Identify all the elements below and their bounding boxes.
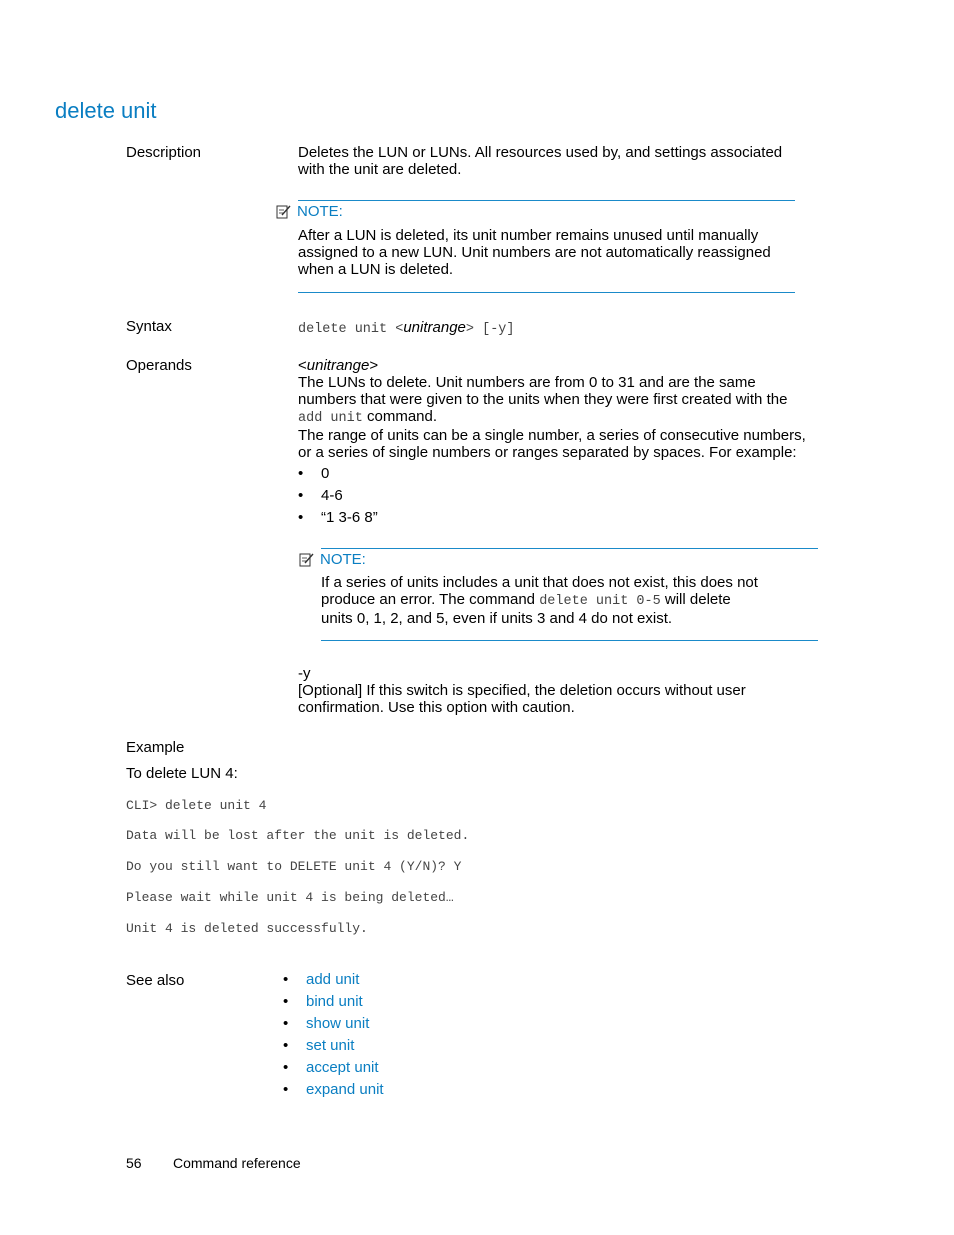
page-number: 56 — [126, 1155, 142, 1171]
list-item: • 0 — [298, 463, 818, 485]
param-close: > — [369, 357, 379, 374]
see-also-list — [283, 969, 384, 1101]
note2-heading — [299, 551, 366, 568]
description-label: Description — [126, 144, 202, 161]
operands-label: Operands — [126, 357, 192, 374]
add-unit-code: add unit — [298, 411, 363, 426]
see-also-item — [283, 1057, 384, 1079]
note2-line-2b: will delete — [660, 591, 731, 608]
link-set-unit[interactable]: set unit — [306, 1037, 355, 1054]
operand-unitrange-name — [298, 357, 818, 374]
note2-line-3: units 0, 1, 2, and 5, even if units 3 and 4 do not exist. — [321, 610, 673, 627]
y-option-line-2: confirmation. Use this option with caution. — [298, 699, 575, 716]
syntax-param: unitrange — [403, 319, 466, 336]
note2-bottom-rule — [321, 640, 818, 641]
note2-pencil-icon — [299, 552, 314, 567]
note-pencil-icon — [276, 204, 291, 219]
operands-line-3-text: command. — [362, 408, 438, 425]
link-add-unit[interactable]: add unit — [306, 971, 360, 988]
note-heading — [276, 203, 343, 220]
note2-top-rule — [321, 548, 818, 549]
code-line-2: Data will be lost after the unit is deleted. — [126, 828, 470, 843]
note-line-1: After a LUN is deleted, its unit number remains unused until manually — [298, 227, 759, 244]
see-also-item — [283, 1013, 384, 1035]
example-label: Example — [126, 739, 185, 756]
syntax-cmd: delete unit < — [298, 322, 404, 337]
example-intro: To delete LUN 4: — [126, 765, 238, 782]
link-accept-unit[interactable]: accept unit — [306, 1059, 379, 1076]
note-top-rule — [298, 200, 795, 201]
operands-line-5: or a series of single numbers or ranges separated by spaces. For example: — [298, 444, 797, 461]
link-expand-unit[interactable]: expand unit — [306, 1081, 384, 1098]
description-line-1: Deletes the LUN or LUNs. All resources used by, and settings associated — [298, 144, 783, 161]
syntax-command — [298, 319, 808, 338]
code-line-1: CLI> delete unit 4 — [126, 798, 267, 813]
y-option — [298, 665, 818, 716]
see-also-label: See also — [126, 972, 185, 989]
link-bind-unit[interactable]: bind unit — [306, 993, 363, 1010]
operands-line-4: The range of units can be a single number, a series of consecutive numbers, — [298, 427, 806, 444]
example-ranges-list — [298, 463, 818, 529]
footer-section: Command reference — [173, 1155, 301, 1171]
see-also-item — [283, 991, 384, 1013]
operands-line-1: The LUNs to delete. Unit numbers are from 0 to 31 and are the same — [298, 374, 756, 391]
y-option-name: -y — [298, 665, 311, 682]
param-open: < — [298, 357, 307, 374]
note-bottom-rule — [298, 292, 795, 293]
description-line-2: with the unit are deleted. — [298, 161, 462, 178]
note2-label: NOTE: — [320, 551, 366, 568]
note2-line-2 — [321, 591, 818, 610]
list-item: • “1 3-6 8” — [298, 507, 818, 529]
operands-line-3 — [298, 408, 818, 427]
delete-unit-code: delete unit 0-5 — [539, 594, 661, 609]
syntax-label: Syntax — [126, 318, 172, 335]
see-also-item — [283, 969, 384, 991]
code-line-3: Do you still want to DELETE unit 4 (Y/N)? Y — [126, 859, 462, 874]
list-item: • 4-6 — [298, 485, 818, 507]
note-body — [298, 227, 808, 278]
note-line-3: when a LUN is deleted. — [298, 261, 454, 278]
code-line-4: Please wait while unit 4 is being deleted… — [126, 890, 454, 905]
note2-line-1: If a series of units includes a unit that does not exist, this does not — [321, 574, 758, 591]
code-line-5: Unit 4 is deleted successfully. — [126, 921, 368, 936]
operands-line-2: numbers that were given to the units when they were first created with the — [298, 391, 788, 408]
operands-body — [298, 357, 818, 529]
see-also-item — [283, 1079, 384, 1101]
description-text — [298, 144, 808, 178]
param-name: unitrange — [306, 357, 370, 374]
note-line-2: assigned to a new LUN. Unit numbers are not automatically reassigned — [298, 244, 771, 261]
link-show-unit[interactable]: show unit — [306, 1015, 370, 1032]
note-label: NOTE: — [297, 203, 343, 220]
note2-line-2a: produce an error. The command — [321, 591, 540, 608]
syntax-rest: > [-y] — [465, 322, 515, 337]
y-option-line-1: [Optional] If this switch is specified, the deletion occurs without user — [298, 682, 746, 699]
page-title: delete unit — [55, 98, 157, 123]
note2-body — [321, 574, 818, 627]
see-also-item — [283, 1035, 384, 1057]
